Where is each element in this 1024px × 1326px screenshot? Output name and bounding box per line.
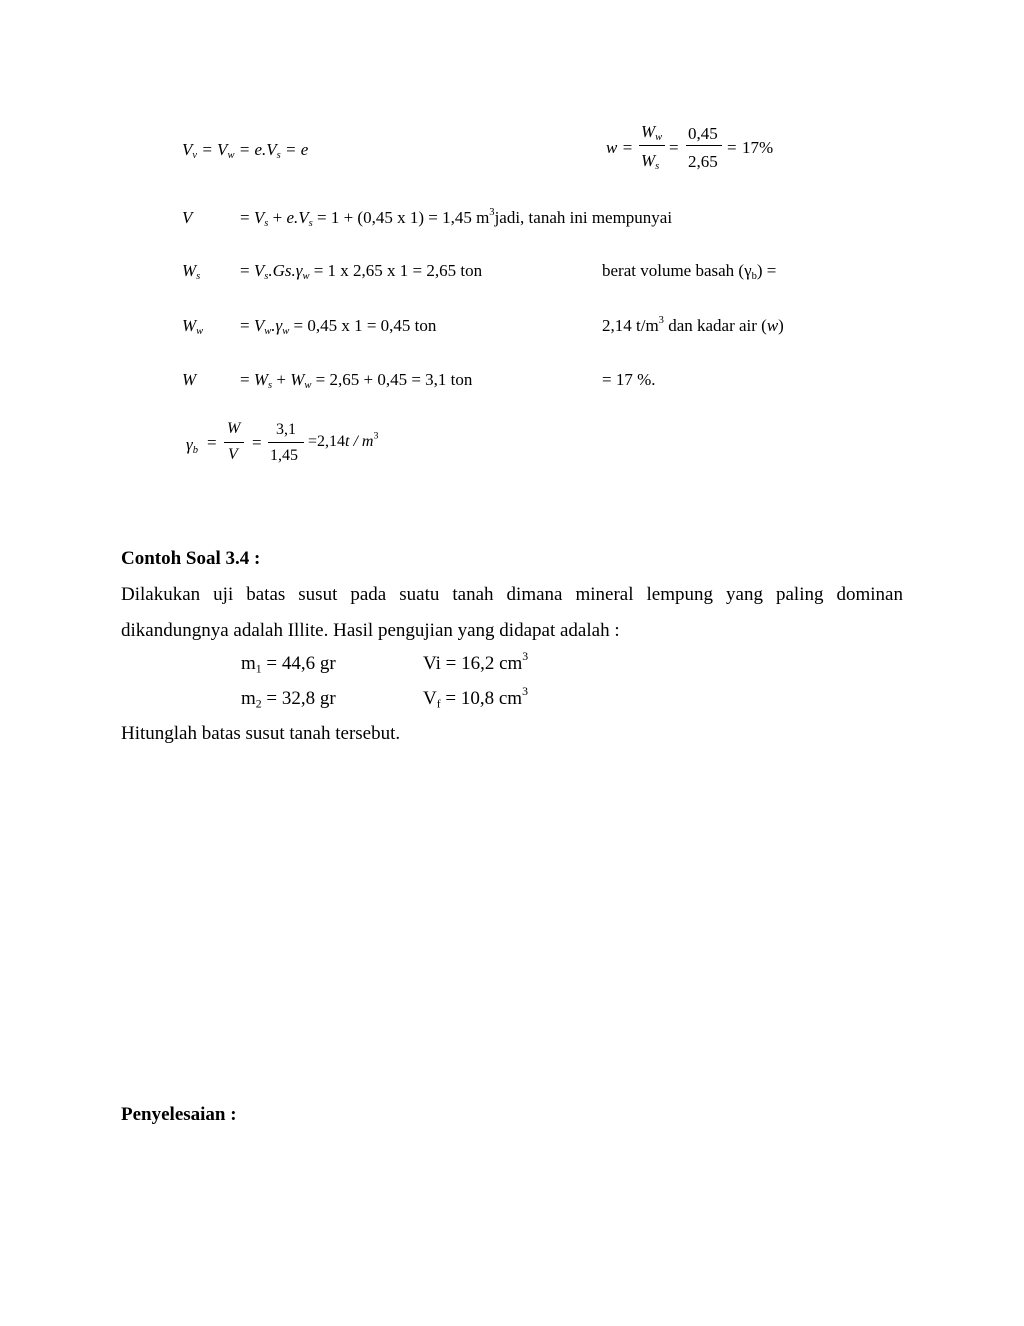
- row-water-weight-side-var: w: [766, 316, 779, 335]
- bulk-unit-weight-unit-t: t: [345, 433, 350, 450]
- row-water-weight-side-a: 2,14 t/m: [602, 316, 659, 335]
- row-solid-weight-rhs: = 1 x 2,65 x 1 = 2,65 ton: [313, 261, 483, 280]
- given-m2: $m_2 = 32,8$ gr: [241, 688, 336, 711]
- row-total-volume-label: V: [182, 208, 193, 227]
- equation-void-volume-result: = e: [284, 140, 309, 159]
- water-content-result: 17%: [742, 138, 774, 157]
- bulk-unit-weight-unit-m: / m: [353, 433, 374, 450]
- bulk-unit-weight-exp: 3: [373, 430, 379, 442]
- row-water-weight-side-b: dan kadar air (: [663, 316, 767, 335]
- row-water-weight-rhs: = 0,45 x 1 = 0,45 ton: [293, 316, 437, 335]
- row-total-weight-rhs: = 2,65 + 0,45 = 3,1 ton: [315, 370, 473, 389]
- row-total-volume-tail: jadi, tanah ini mempunyai: [494, 208, 673, 227]
- problem-paragraph-line-2: dikandungnya adalah Illite. Hasil pengujian yang didapat adalah :: [121, 620, 620, 641]
- given-vi: Vi = 16,2 $cm^3$: [423, 650, 529, 674]
- row-solid-weight-side: berat volume basah (γ: [602, 261, 752, 280]
- problem-paragraph-line-1: Dilakukan uji batas susut pada suatu tanah dimana mineral lempung yang paling dominan: [121, 584, 903, 605]
- row-solid-weight-side-end: ) =: [756, 261, 777, 280]
- row-total-weight-side: = 17 %.: [602, 370, 656, 389]
- bulk-unit-weight-denominator: 1,45: [270, 447, 298, 464]
- equation-void-volume: $V_v = V_w = e.V_s = e$: [182, 140, 309, 162]
- water-content-denominator: 2,65: [688, 152, 718, 171]
- problem-title: Contoh Soal 3.4 :: [121, 548, 261, 569]
- bulk-unit-weight-result: =2,14: [308, 433, 346, 450]
- row-total-weight-label: W: [182, 370, 197, 389]
- water-content-numerator: 0,45: [688, 124, 718, 143]
- problem-question: Hitunglah batas susut tanah tersebut.: [121, 723, 401, 744]
- given-m1: $m_1 = 44,6$ gr: [241, 653, 336, 676]
- bulk-unit-weight-numerator: 3,1: [276, 421, 296, 438]
- row-total-volume-rhs: = 1 + (0,45 x 1) = 1,45 m: [316, 208, 490, 227]
- row-water-weight-side-c: ): [778, 316, 784, 335]
- given-vf: $V_f = 10,8$ $cm^3$: [423, 685, 528, 711]
- solution-title: Penyelesaian :: [121, 1104, 237, 1125]
